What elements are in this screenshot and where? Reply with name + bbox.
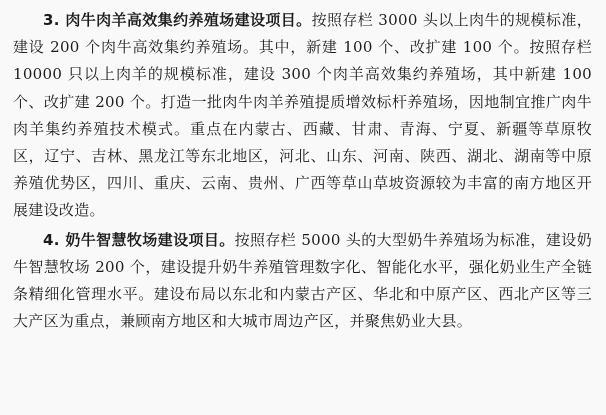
section-3-heading: 3. 肉牛肉羊高效集约养殖场建设项目。 — [43, 11, 312, 29]
section-3-paragraph — [13, 7, 592, 225]
section-4-heading: 4. 奶牛智慧牧场建设项目。 — [43, 230, 235, 249]
section-4-body: 按照存栏 5000 头的大型奶牛养殖场为标准，建设奶牛智慧牧场 200 个，建设提升奶牛养殖管理数字化、智能化水平，强化奶业生产全链条精细化管理水平。建设布局以东北和内蒙古产区、华北和中原产区、西北产区等三大产区为重点，兼顾南方地区和大城市周边产区，并聚焦奶业大县。 — [13, 230, 592, 331]
section-4-paragraph — [13, 227, 592, 336]
section-3-body: 按照存栏 3000 头以上肉牛的规模标准，建设 200 个肉牛高效集约养殖场。其中，新建 100 个、改扩建 100 个。按照存栏 10000 只以上肉羊的规模标准，建设 300 个肉羊高效集约养殖场，其中新建 100 个、改扩建 200 个。打造一批肉牛肉羊养殖提质增效标杆养殖场，因地制宜推广肉牛肉羊集约养殖技术模式。重点在内蒙古、西藏、甘肃、青海、宁夏、新疆等草原牧区，辽宁、吉林、黑龙江等东北地区，河北、山东、河南、陕西、湖北、湖南等中原养殖优势区，四川、重庆、云南、贵州、广西等草山草坡资源较为丰富的南方地区开展建设改造。 — [13, 11, 593, 220]
